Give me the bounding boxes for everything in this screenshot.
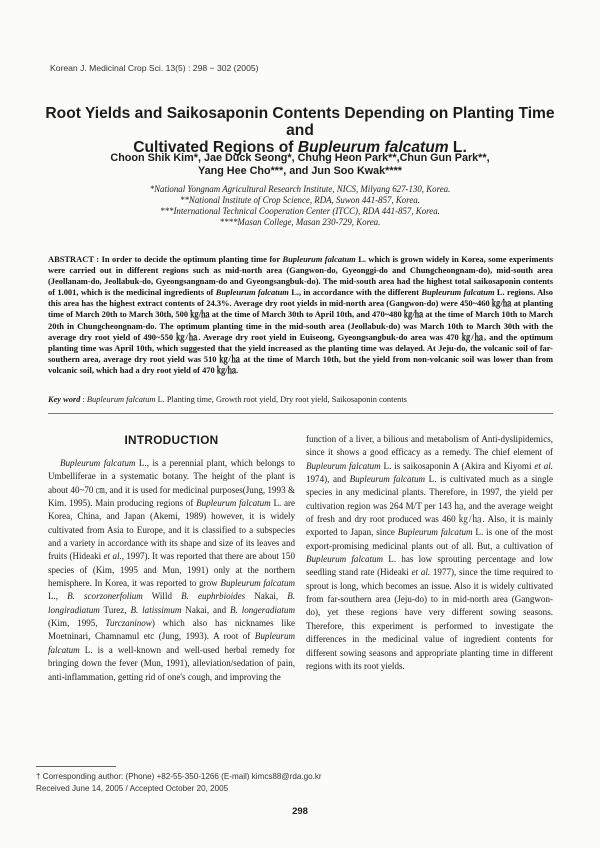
intro-paragraph-1: Bupleurum falcatum L., is a perennial plant, which belongs to Umbelliferae in a systematic botany. The height of the plant is about 40~70 ㎝, and it is used for medicinal purposes(Jung, 1993 & Kim. 1995). Main producing regions of Bupleurum falcatum L. are Korea, China, and Japan (Akemi, 1989) however, it is widely cultivated from Asia to Europe, and it is classified to a subspecies and a variety in accordance with its shape and size of its leaves and fruits (Hideaki et al., 1997). It was reported that there are about 150 species of (Kim, 1995 and Mun, 1991) only at the northern hemisphere. In Korea, it was reported to grow Bupleurum falcatum L., B. scorzonerfolium Willd B. euphrbioides Nakai, B. longiradiatum Turez, B. latissimum Nakai, and B. longeradiatum (Kim, 1995, Turczaninow) which also has nicknames like Moetninari, Chamnamul etc (Jung, 1993). A root of Bupleurum falcatum L. is a well-known and well-used herbal remedy for bringing down the fever (Mun, 1991), alleviation/sedation of pain, anti-inflammation, getting rid of one's cough, and improving the bbox=[48, 458, 296, 682]
affiliation-4: ****Masan College, Masan 230-729, Korea. bbox=[219, 217, 381, 227]
affiliation-3: ***International Technical Cooperation Center (ITCC), RDA 441-857, Korea. bbox=[160, 206, 440, 216]
received-dates: Received June 14, 2005 / Accepted October 20, 2005 bbox=[36, 783, 229, 793]
authors-line-1: Choon Shik Kim*, Jae Duck Seong*, Chung Heon Park**,Chun Gun Park**, bbox=[110, 152, 490, 164]
author-list bbox=[80, 152, 520, 178]
intro-paragraph-2: function of a liver, a bilious and metabolism of Anti-dyslipidemics, since it shows a good efficacy as a remedy. The chief element of Bupleurum falcatum L. is saikosaponin A (Akira and Kiyomi et al. 1974), and Bupleurum falcatum L. is cultivated much as a single species in any medicinal plants. Therefore, in 1997, the yield per cultivation region was 264 M/T per 143 ㏊, and the average weight of fresh and dry root produced was 460 ㎏/㏊. Also, it is mainly exported to Japan, since Bupleurum falcatum L. is one of the most export-promising medicinal plants out of all. But, a cultivation of Bupleurum falcatum L. has low sprouting percentage and low seedling stand rate (Hideaki et al. 1977), since the time required to sprout is long, which becomes an issue. Also it is widely cultivated from far-southern area (Jeju-do) to in mid-north area (Gangwon-do), yet these regions have very different sowing seasons. Therefore, this experiment is performed to investigate the differences in the medicinal value of ingredient contents for different sowing seasons and appropriate planting time in different regions with its root yields. bbox=[306, 434, 554, 671]
page-number: 298 bbox=[292, 806, 308, 817]
abstract: ABSTRACT : In order to decide the optimum planting time for Bupleurum falcatum L. which is grown widely in Korea, some experiments were carried out in different regions such as mid-north area (Gangwon-do, Gyeonggi-do and Chungcheongnam-do), mid-south area (Jeollanam-do, Jeollabuk-do, Gyeongsangnam-do and Gyeongsangbuk-do). The mid-south area had the highest total saikosaponin contents of 1.001, which is the medicinal ingredients of Bupleurum falcatum L., in accordance with the different Bupleurum falcatum L. regions. Also this area has the highest extract contents of 24.3%. Average dry root yields in mid-north area (Gangwon-do) were 450~460 ㎏/㏊ at planting time of March 20th to March 30th, 500 ㎏/㏊ at the time of March 30th to April 10th, and 470~480 ㎏/㏊ at the time of March 10th to March 20th in Chungcheongnam-do. The optimum planting time in the mid-south area (Jeollabuk-do) was March 10th to March 30th with the average dry root yield of 490~550 ㎏/㏊. Average dry root yield in Euiseong, Gyeongsangbuk-do area was 470 ㎏/㏊, and the optimum planting time was April 10th, which suggested that the yield increased as the planting time was delayed. At Jeju-do, the volcanic soil of far-southern area, average dry root yield was 510 ㎏/㏊ at the time of March 10th, but the yield from non-volcanic soil was lower than from volcanic soil, which had a dry root yield of 470 ㎏/㏊. bbox=[48, 254, 554, 375]
corresponding-author: † Corresponding author: (Phone) +82-55-350-1266 (E-mail) kimcs88@rda.go.kr bbox=[36, 772, 322, 781]
footnote-divider bbox=[36, 766, 116, 767]
introduction-heading: INTRODUCTION bbox=[124, 433, 219, 447]
affiliation-1: *National Yongnam Agricultural Research Institute, NICS, Milyang 627-130, Korea. bbox=[149, 184, 451, 194]
journal-header: Korean J. Medicinal Crop Sci. 13(5) : 298 − 302 (2005) bbox=[50, 63, 259, 73]
authors-line-2: Yang Hee Cho***, and Jun Soo Kwak**** bbox=[198, 165, 402, 177]
keyword-label: Key word bbox=[48, 395, 81, 404]
paper-title bbox=[30, 105, 570, 156]
title-line-1: Root Yields and Saikosaponin Contents Depending on Planting Time and bbox=[45, 105, 555, 139]
keywords: Key word : Bupleurum falcatum L. Planting time, Growth root yield, Dry root yield, Saikosaponin contents bbox=[48, 395, 407, 404]
footnote bbox=[36, 771, 556, 794]
affiliations bbox=[60, 184, 540, 228]
intro-left-column bbox=[48, 433, 295, 684]
title-line-2: Cultivated Regions of Bupleurum falcatum L. bbox=[133, 139, 467, 156]
abstract-label: ABSTRACT : bbox=[48, 254, 102, 264]
affiliation-2: **National Institute of Crop Science, RDA, Suwon 441-857, Korea. bbox=[180, 195, 420, 205]
section-divider bbox=[48, 413, 553, 414]
intro-right-column bbox=[306, 433, 553, 673]
